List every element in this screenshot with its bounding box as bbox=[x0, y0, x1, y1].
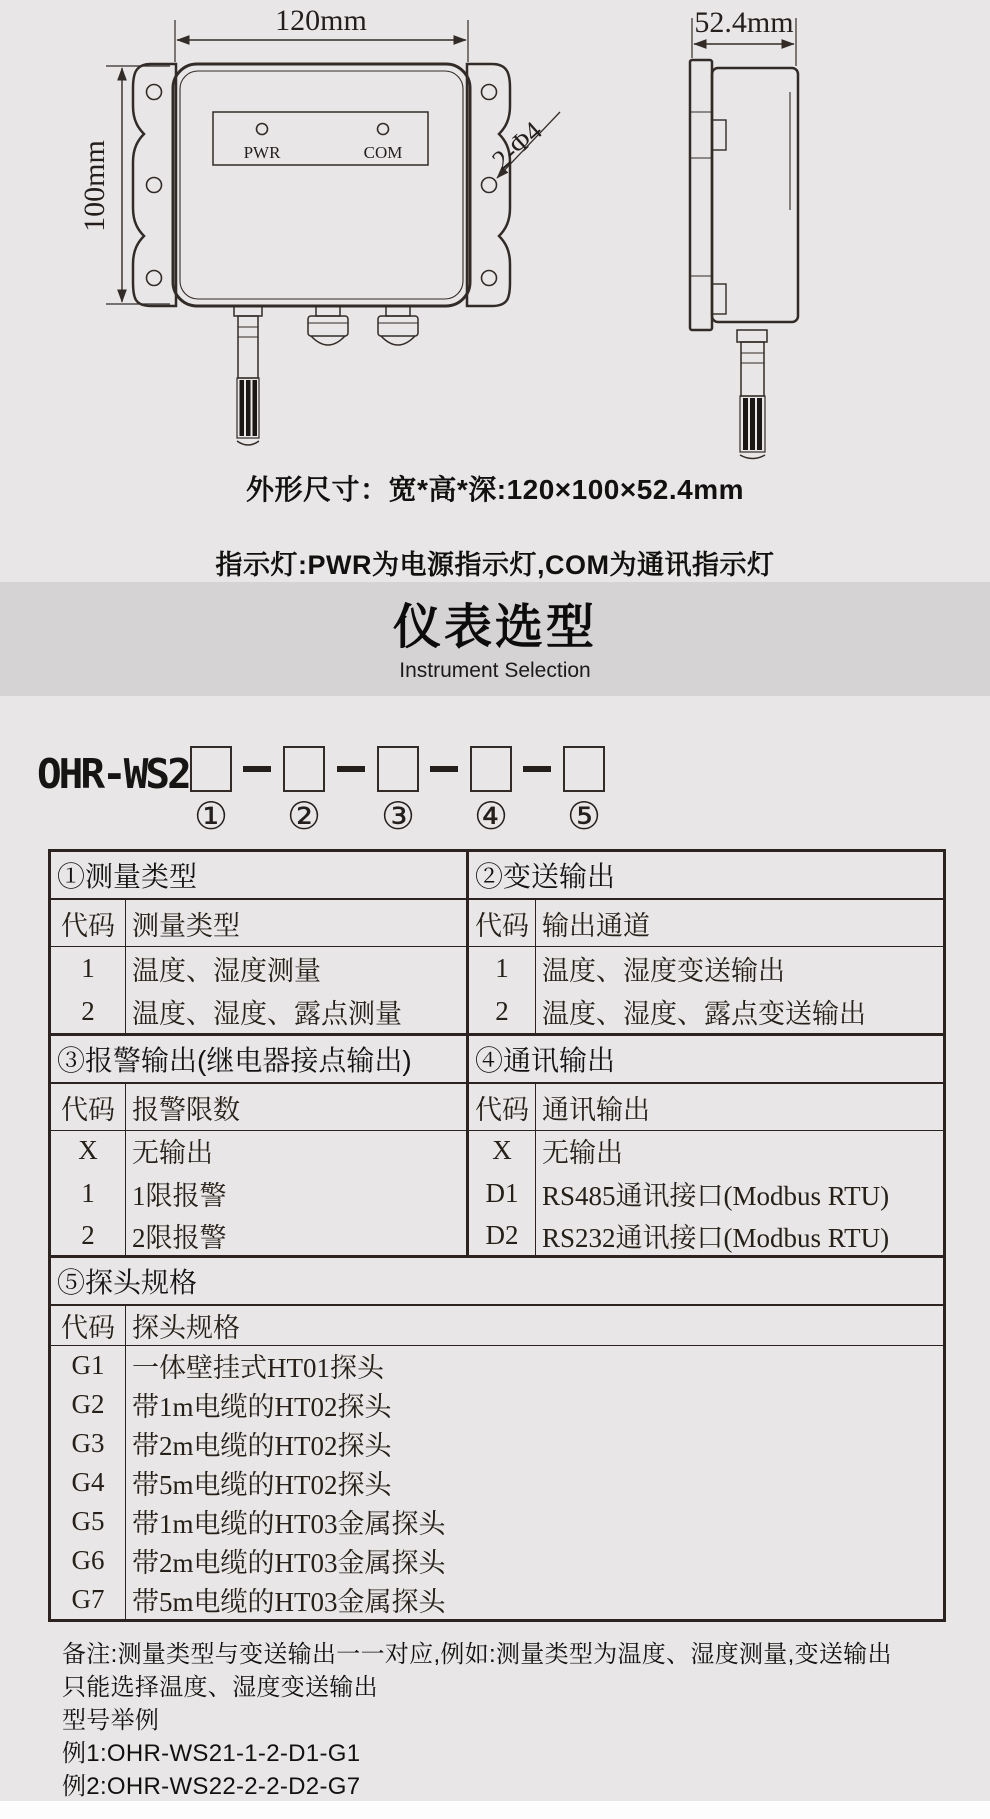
mounting-hole-phi4 bbox=[482, 178, 497, 193]
height-dimension-label: 100mm bbox=[78, 140, 111, 232]
table-row bbox=[50, 1216, 945, 1257]
code-header: 代码 bbox=[50, 1083, 126, 1131]
depth-dimension-label: 52.4mm bbox=[694, 6, 794, 39]
code-cell: 1 bbox=[81, 1177, 95, 1208]
table-row bbox=[50, 1035, 945, 1084]
note-line: 型号举例 bbox=[62, 1707, 160, 1734]
value-cell: 带1m电缆的HT02探头 bbox=[126, 1385, 945, 1424]
code-cell: X bbox=[468, 1131, 536, 1171]
side-view bbox=[690, 60, 798, 459]
model-position-4: ④ bbox=[473, 794, 509, 838]
value-cell: RS232通讯接口(Modbus RTU) bbox=[536, 1216, 945, 1257]
code-cell: 1 bbox=[468, 947, 536, 991]
value-cell: 带2m电缆的HT03金属探头 bbox=[126, 1541, 945, 1580]
table-row bbox=[50, 1580, 945, 1621]
value-cell: 带5m电缆的HT03金属探头 bbox=[126, 1580, 945, 1621]
code-cell: G4 bbox=[71, 1467, 105, 1497]
value-cell: 温度、湿度测量 bbox=[126, 947, 468, 991]
com-led bbox=[378, 124, 389, 135]
height-dimension bbox=[78, 66, 170, 304]
notes bbox=[62, 1638, 962, 1803]
value-cell: 无输出 bbox=[126, 1131, 468, 1171]
hole-callout bbox=[486, 112, 560, 178]
model-code-diagram bbox=[0, 728, 990, 848]
cable-gland bbox=[378, 306, 418, 345]
model-code-box-2 bbox=[283, 746, 325, 792]
mounting-hole bbox=[147, 271, 162, 286]
model-position-1: ① bbox=[193, 794, 229, 838]
depth-dimension bbox=[692, 6, 796, 66]
note-line: 例2:OHR-WS22-2-2-D2-G7 bbox=[62, 1773, 361, 1800]
value-cell: RS485通讯接口(Modbus RTU) bbox=[536, 1170, 945, 1216]
model-dash bbox=[243, 766, 271, 772]
side-mounting-plate bbox=[690, 60, 712, 330]
code-cell: G3 bbox=[71, 1428, 105, 1458]
value-cell: 温度、湿度、露点测量 bbox=[126, 990, 468, 1035]
section-5-title: ⑤探头规格 bbox=[50, 1257, 945, 1306]
model-dash bbox=[430, 766, 458, 772]
width-dimension bbox=[175, 4, 468, 62]
note-line: 只能选择温度、湿度变送输出 bbox=[62, 1674, 378, 1701]
probe-filter-slot bbox=[757, 398, 762, 450]
side-sensor-probe bbox=[737, 330, 767, 459]
table-row bbox=[50, 1463, 945, 1502]
front-view bbox=[133, 64, 510, 445]
table-row bbox=[50, 1257, 945, 1306]
code-header: 代码 bbox=[50, 899, 126, 947]
value-cell: 无输出 bbox=[536, 1131, 945, 1171]
banner-subtitle: Instrument Selection bbox=[399, 659, 591, 682]
code-header: 代码 bbox=[50, 1305, 126, 1346]
enclosure-body bbox=[173, 64, 470, 306]
section-1-title: ①测量类型 bbox=[50, 851, 468, 900]
code-cell: 1 bbox=[81, 953, 95, 983]
selection-table bbox=[48, 849, 946, 1622]
table-row bbox=[50, 1131, 945, 1171]
section-2-title: ②变送输出 bbox=[468, 851, 945, 900]
table-row bbox=[50, 899, 945, 947]
model-dash bbox=[337, 766, 365, 772]
section-3-title: ③报警输出(继电器接点输出) bbox=[50, 1035, 468, 1084]
model-code-box-1 bbox=[190, 746, 232, 792]
side-clip bbox=[712, 284, 726, 314]
model-prefix: OHR-WS2 bbox=[37, 750, 189, 798]
dimensions-caption: 外形尺寸：宽*高*深:120×100×52.4mm bbox=[245, 474, 745, 505]
right-mounting-ear bbox=[467, 64, 510, 306]
technical-drawing bbox=[0, 0, 990, 460]
drawing-svg bbox=[0, 0, 990, 460]
code-cell: 2 bbox=[81, 996, 95, 1026]
code-cell: G7 bbox=[71, 1584, 105, 1614]
probe-filter-slot bbox=[253, 380, 258, 436]
code-cell: X bbox=[78, 1135, 98, 1165]
side-clip bbox=[712, 120, 726, 150]
mounting-hole bbox=[147, 178, 162, 193]
value-header: 报警限数 bbox=[126, 1083, 468, 1131]
com-led-label: COM bbox=[363, 143, 403, 162]
code-cell: G5 bbox=[71, 1506, 105, 1536]
section-banner bbox=[0, 582, 990, 696]
mounting-hole bbox=[482, 85, 497, 100]
value-header: 输出通道 bbox=[536, 899, 945, 947]
table-row bbox=[50, 947, 945, 991]
value-cell: 带5m电缆的HT02探头 bbox=[126, 1463, 945, 1502]
pwr-led bbox=[257, 124, 268, 135]
code-cell: 2 bbox=[468, 990, 536, 1035]
table-row bbox=[50, 1385, 945, 1424]
model-position-3: ③ bbox=[380, 794, 416, 838]
banner-title: 仪表选型 bbox=[392, 601, 597, 654]
code-cell: D2 bbox=[468, 1216, 536, 1257]
indicators-caption: 指示灯:PWR为电源指示灯,COM为通讯指示灯 bbox=[215, 550, 775, 580]
value-header: 测量类型 bbox=[126, 899, 468, 947]
probe-filter-slot bbox=[743, 398, 748, 450]
value-cell: 带1m电缆的HT03金属探头 bbox=[126, 1502, 945, 1541]
model-position-5: ⑤ bbox=[566, 794, 602, 838]
table-row bbox=[50, 1170, 945, 1216]
table-row bbox=[50, 1305, 945, 1346]
value-cell: 一体壁挂式HT01探头 bbox=[126, 1346, 945, 1386]
cable-gland bbox=[308, 306, 348, 345]
width-dimension-label: 120mm bbox=[275, 4, 367, 37]
code-cell: G2 bbox=[71, 1389, 105, 1419]
value-cell: 1限报警 bbox=[126, 1170, 468, 1216]
footer-strip bbox=[0, 1801, 990, 1819]
note-line: 例1:OHR-WS21-1-2-D1-G1 bbox=[62, 1740, 361, 1767]
model-dash bbox=[523, 766, 551, 772]
table-row bbox=[50, 1083, 945, 1131]
value-cell: 温度、湿度、露点变送输出 bbox=[536, 990, 945, 1035]
table-row bbox=[50, 1541, 945, 1580]
value-header: 探头规格 bbox=[126, 1305, 945, 1346]
enclosure-lid-seam bbox=[180, 71, 463, 299]
value-cell: 温度、湿度变送输出 bbox=[536, 947, 945, 991]
code-header: 代码 bbox=[468, 899, 536, 947]
mounting-hole bbox=[147, 85, 162, 100]
code-cell: G6 bbox=[71, 1545, 105, 1575]
mounting-hole bbox=[482, 271, 497, 286]
code-header: 代码 bbox=[468, 1083, 536, 1131]
table-row bbox=[50, 851, 945, 900]
table-row bbox=[50, 1346, 945, 1386]
value-cell: 2限报警 bbox=[126, 1216, 468, 1257]
code-cell: G1 bbox=[71, 1350, 105, 1380]
probe-filter-slot bbox=[240, 380, 245, 436]
hole-callout-label: 2-Φ4 bbox=[486, 115, 548, 176]
table-row bbox=[50, 990, 945, 1035]
model-code-box-5 bbox=[563, 746, 605, 792]
model-code-box-3 bbox=[377, 746, 419, 792]
value-cell: 带2m电缆的HT02探头 bbox=[126, 1424, 945, 1463]
model-code-box-4 bbox=[470, 746, 512, 792]
code-cell: 2 bbox=[81, 1220, 95, 1250]
sensor-probe bbox=[234, 306, 262, 445]
table-row bbox=[50, 1424, 945, 1463]
table-row bbox=[50, 1502, 945, 1541]
probe-filter-slot bbox=[246, 380, 251, 436]
model-position-2: ② bbox=[286, 794, 322, 838]
note-line: 备注:测量类型与变送输出一一对应,例如:测量类型为温度、湿度测量,变送输出 bbox=[62, 1641, 892, 1668]
section-4-title: ④通讯输出 bbox=[468, 1035, 945, 1084]
code-cell: D1 bbox=[468, 1170, 536, 1216]
left-mounting-ear bbox=[133, 64, 176, 306]
pwr-led-label: PWR bbox=[243, 143, 281, 162]
probe-filter-slot bbox=[750, 398, 755, 450]
value-header: 通讯输出 bbox=[536, 1083, 945, 1131]
